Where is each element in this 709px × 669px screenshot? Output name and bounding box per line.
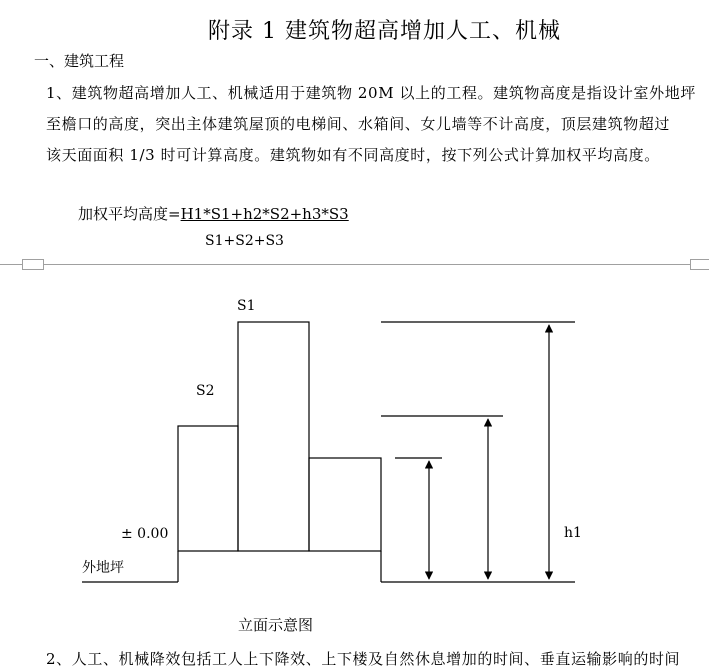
building-s2 xyxy=(178,426,238,551)
formula-label: 加权平均高度= xyxy=(78,205,181,223)
label-s1: S1 xyxy=(237,298,256,314)
building-s3 xyxy=(309,458,381,551)
formula-denominator: S1+S2+S3 xyxy=(205,233,284,249)
section-heading: 一、建筑工程 xyxy=(34,52,125,70)
label-zero-elevation: ± 0.00 xyxy=(121,526,169,542)
diagram-caption: 立面示意图 xyxy=(238,616,314,634)
formula-numerator: H1*S1+h2*S2+h3*S3 xyxy=(180,205,349,223)
label-ground: 外地坪 xyxy=(82,560,124,576)
page-title: 附录 1 建筑物超高增加人工、机械 xyxy=(208,19,561,44)
paragraph-2: 2、人工、机械降效包括工人上下降效、上下楼及自然休息增加的时间、垂直运输影响的时间 xyxy=(46,650,681,668)
label-h1: h1 xyxy=(564,525,582,541)
paragraph-line-3: 该天面面积 1/3 时可计算高度。建筑物如有不同高度时，按下列公式计算加权平均高度。 xyxy=(46,146,660,164)
building-s1 xyxy=(238,322,309,551)
label-s2: S2 xyxy=(196,383,215,399)
paragraph-line-1: 1、建筑物超高增加人工、机械适用于建筑物 20M 以上的工程。建筑物高度是指设计室外地坪 xyxy=(46,84,696,102)
paragraph-line-2: 至檐口的高度，突出主体建筑屋顶的电梯间、水箱间、女儿墙等不计高度，顶层建筑物超过 xyxy=(46,115,671,133)
